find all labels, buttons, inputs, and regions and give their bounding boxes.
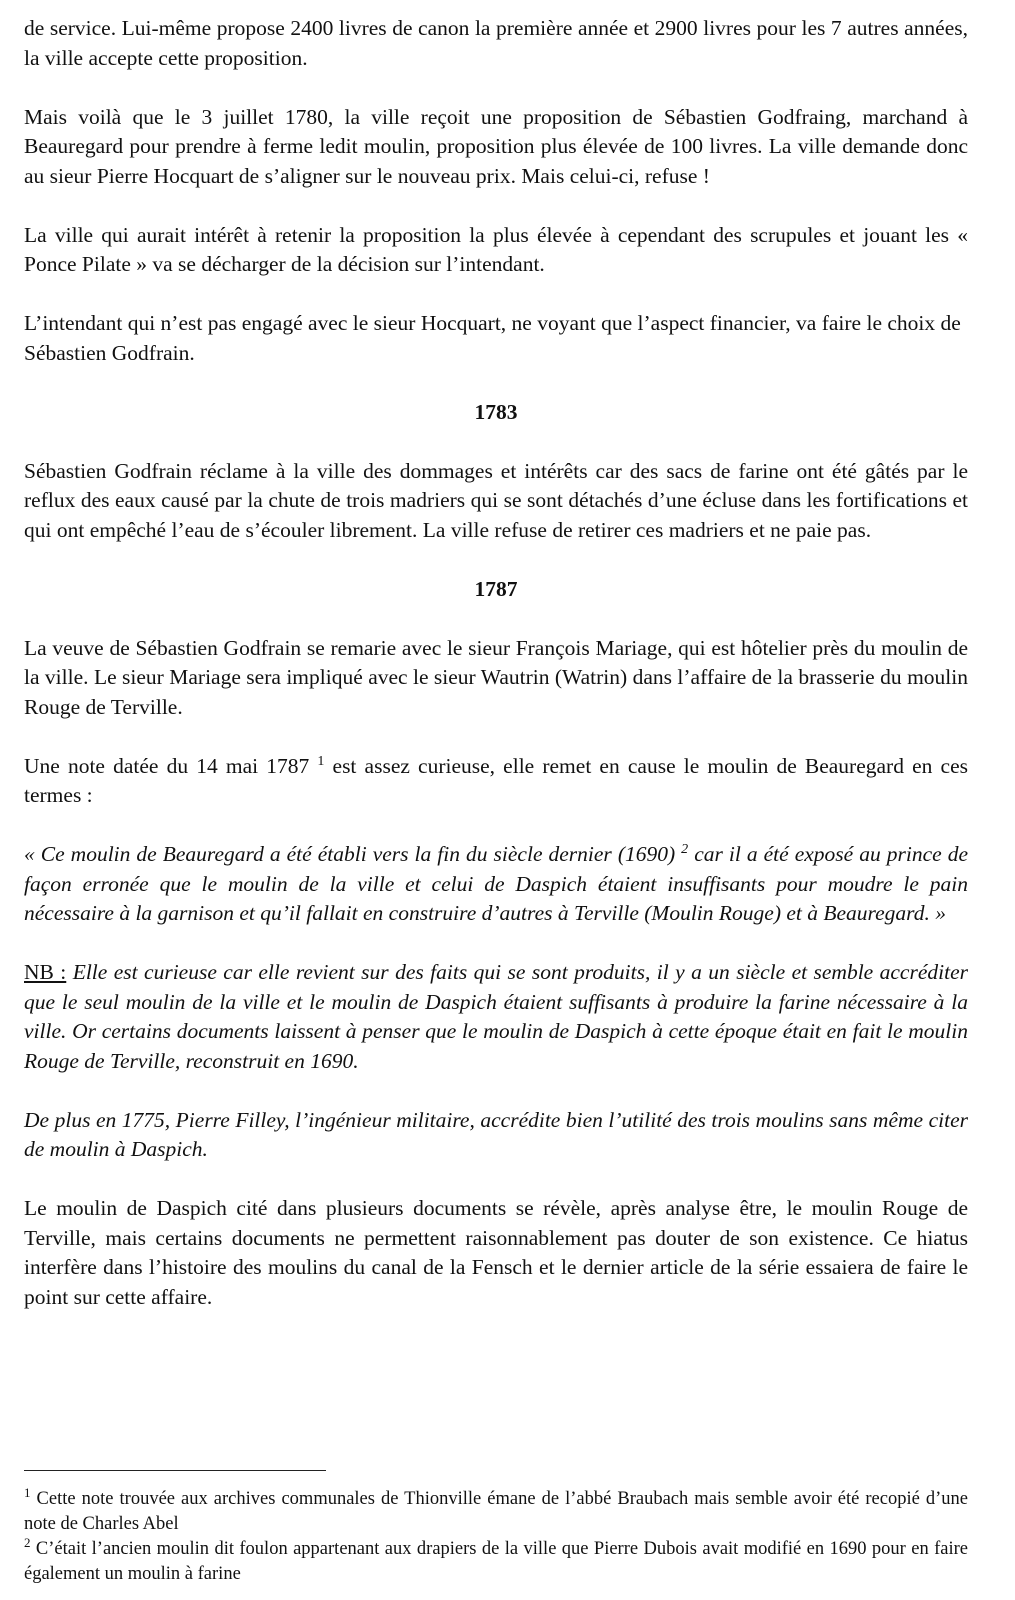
footnote-ref-1[interactable]: 1 xyxy=(317,753,325,769)
quote-text-after: car il a été exposé au prince de façon erronée que le moulin de la ville et celui de Daspich étaient insuffisants pour moudre le pain nécessaire à la garnison et qu’il fallait en construire d’autres à Terville (Moulin Rouge) et à Beauregard. » xyxy=(24,842,968,925)
nb-label: NB : xyxy=(24,960,67,984)
footnote-1 xyxy=(24,1484,968,1536)
section-heading-year-1783: 1783 xyxy=(474,399,518,424)
quote-text-before: « Ce moulin de Beauregard a été établi vers la fin du siècle dernier (1690) xyxy=(24,842,682,866)
paragraph-nb-remark xyxy=(24,958,968,1076)
section-heading-year-1787: 1787 xyxy=(474,576,518,601)
nb-text: Elle est curieuse car elle revient sur des faits qui se sont produits, il y a un siècle et semble accréditer que le seul moulin de la ville et le moulin de Daspich étaient suffisants à produire la farine nécessaire à la ville. Or certains documents laissent à penser que le moulin de Daspich à cette époque était en fait le moulin Rouge de Terville, reconstruit en 1690. xyxy=(24,960,968,1073)
footnote-1-number: 1 xyxy=(24,1484,31,1500)
paragraph-godfraing-proposal: Mais voilà que le 3 juillet 1780, la ville reçoit une proposition de Sébastien Godfraing, marchand à Beauregard pour prendre à ferme ledit moulin, proposition plus élevée de 100 livres. La ville demande donc au sieur Pierre Hocquart de s’aligner sur le nouveau prix. Mais celui-ci, refuse ! xyxy=(24,104,968,188)
paragraph-service-proposal: de service. Lui-même propose 2400 livres de canon la première année et 2900 livres pour les 7 autres années, la ville accepte cette proposition. xyxy=(24,16,968,70)
paragraph-city-scruples: La ville qui aurait intérêt à retenir la proposition la plus élevée à cependant des scrupules et jouant les « Ponce Pilate » va se décharger de la décision sur l’intendant. xyxy=(24,222,968,276)
quotation-beauregard xyxy=(24,840,968,929)
footnote-1-text: Cette note trouvée aux archives communales de Thionville émane de l’abbé Braubach mais semble avoir été recopié d’une note de Charles Abel xyxy=(24,1489,968,1534)
footnote-2-text: C’était l’ancien moulin dit foulon appartenant aux drapiers de la ville que Pierre Dubois avait modifié en 1690 pour en faire également un moulin à farine xyxy=(24,1539,968,1584)
paragraph-widow-remarriage: La veuve de Sébastien Godfrain se remarie avec le sieur François Mariage, qui est hôtelier près du moulin de la ville. Le sieur Mariage sera impliqué avec le sieur Wautrin (Watrin) dans l’affaire de la brasserie du moulin Rouge de Terville. xyxy=(24,635,968,719)
note-text-before: Une note datée du 14 mai 1787 xyxy=(24,753,318,778)
footnote-2 xyxy=(24,1534,968,1586)
document-body xyxy=(24,14,968,1342)
paragraph-note-may-1787 xyxy=(24,752,968,811)
paragraph-intendant-choice: L’intendant qui n’est pas engagé avec le sieur Hocquart, ne voyant que l’aspect financier, va faire le choix de Sébastien Godfrain. xyxy=(24,311,961,365)
paragraph-daspich-conclusion: Le moulin de Daspich cité dans plusieurs documents se révèle, après analyse être, le moulin Rouge de Terville, mais certains documents ne permettent raisonnablement pas douter de son existence. Ce hiatus interfère dans l’histoire des moulins du canal de la Fensch et le dernier article de la série essaiera de faire le point sur cette affaire. xyxy=(24,1196,968,1309)
footnotes xyxy=(24,1484,968,1587)
footnote-separator xyxy=(24,1470,326,1471)
note-text-after: est assez curieuse, elle remet en cause le moulin de Beauregard en ces termes : xyxy=(24,753,968,807)
footnote-2-number: 2 xyxy=(24,1534,31,1550)
paragraph-damages-claim: Sébastien Godfrain réclame à la ville des dommages et intérêts car des sacs de farine ont été gâtés par le reflux des eaux causé par la chute de trois madriers qui se sont détachés d’une écluse dans les fortifications et qui ont empêché l’eau de s’écouler librement. La ville refuse de retirer ces madriers et ne paie pas. xyxy=(24,458,968,542)
paragraph-filley-1775: De plus en 1775, Pierre Filley, l’ingénieur militaire, accrédite bien l’utilité des trois moulins sans même citer de moulin à Daspich. xyxy=(24,1107,968,1161)
footnote-ref-2[interactable]: 2 xyxy=(681,841,689,857)
